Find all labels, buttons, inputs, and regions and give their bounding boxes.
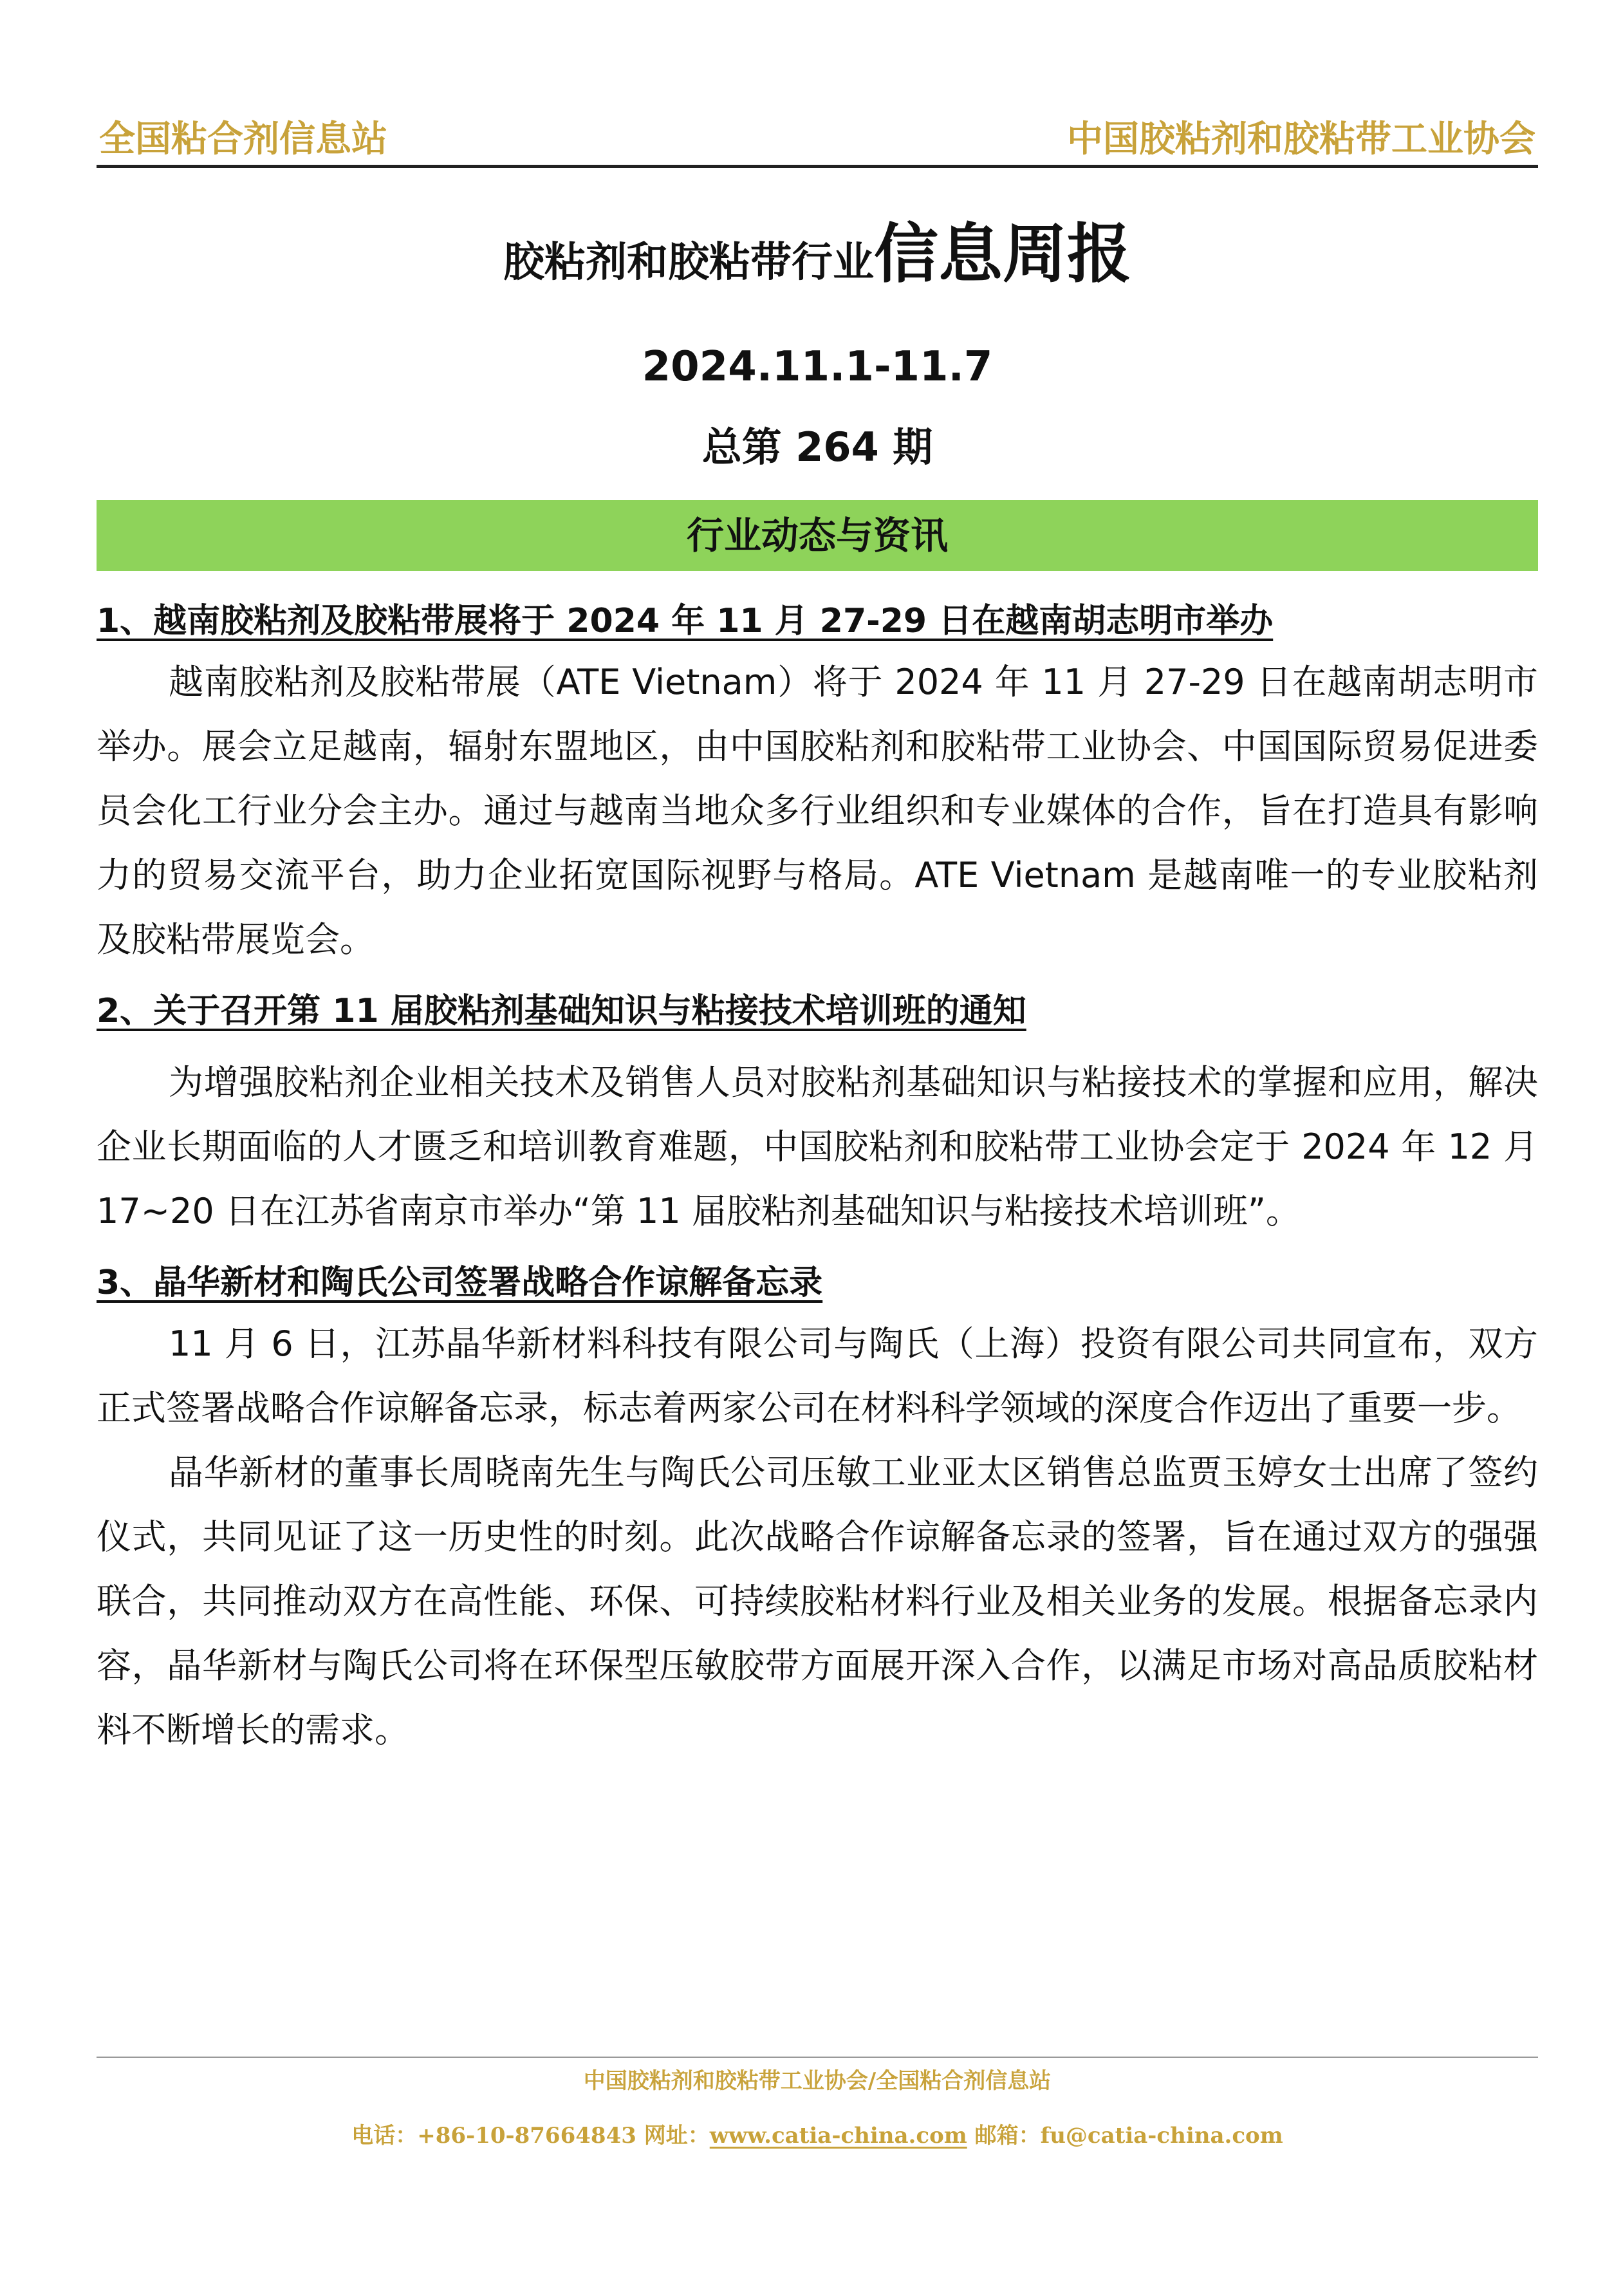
date-range: 2024.11.1-11.7 [642,343,993,391]
newsletter-title [97,206,1538,303]
section-title: 行业动态与资讯 [686,514,948,557]
email-label: 邮箱： [974,2123,1041,2149]
email-address[interactable]: fu@catia-china.com [1040,2123,1283,2149]
issue-number: 总第 264 期 [701,424,933,471]
article-paragraph: 越南胶粘剂及胶粘带展（ATE Vietnam）将于 2024 年 11 月 27-29 日在越南胡志明市举办。展会立足越南，辐射东盟地区，由中国胶粘剂和胶粘带工业协会、中国国际贸易促进委员会化工行业分会主办。通过与越南当地众多行业组织和专业媒体的合作，旨在打造具有影响力的贸易交流平台，助力企业拓宽国际视野与格局。ATE Vietnam 是越南唯一的专业胶粘剂及胶粘带展览会。 [97,662,1538,960]
article-paragraph: 晶华新材的董事长周晓南先生与陶氏公司压敏工业亚太区销售总监贾玉婷女士出席了签约仪式，共同见证了这一历史性的时刻。此次战略合作谅解备忘录的签署，旨在通过双方的强强联合，共同推动双方在高性能、环保、可持续胶粘材料行业及相关业务的发展。根据备忘录内容，晶华新材与陶氏公司将在环保型压敏胶带方面展开深入合作，以满足市场对高品质胶粘材料不断增长的需求。 [97,1452,1538,1750]
article-heading: 1、越南胶粘剂及胶粘带展将于 2024 年 11 月 27-29 日在越南胡志明市举办 [97,602,1274,640]
footer-contact [97,2118,1538,2154]
website-label: 网址： [644,2123,710,2149]
footer-organization: 中国胶粘剂和胶粘带工业协会/全国粘合剂信息站 [583,2068,1052,2094]
title-prefix: 胶粘剂和胶粘带行业 [503,239,874,286]
footer-divider [97,2057,1538,2058]
website-link[interactable]: www.catia-china.com [709,2123,967,2149]
section-banner [97,500,1538,571]
article-paragraph: 为增强胶粘剂企业相关技术及销售人员对胶粘剂基础知识与粘接技术的掌握和应用，解决企业长期面临的人才匮乏和培训教育难题，中国胶粘剂和胶粘带工业协会定于 2024 年 12 月 17~20 日在江苏省南京市举办“第 11 届胶粘剂基础知识与粘接技术培训班”。 [97,1062,1538,1231]
phone-label: 电话： [351,2123,418,2149]
article-list [97,592,1538,1762]
article-paragraph: 11 月 6 日，江苏晶华新材料科技有限公司与陶氏（上海）投资有限公司共同宣布，双方正式签署战略合作谅解备忘录，标志着两家公司在材料科学领域的深度合作迈出了重要一步。 [97,1323,1538,1428]
phone-number: +86-10-87664843 [417,2123,636,2149]
article-heading: 2、关于召开第 11 届胶粘剂基础知识与粘接技术培训班的通知 [97,992,1026,1031]
title-main: 信息周报 [874,216,1131,292]
header-association-name: 中国胶粘剂和胶粘带工业协会 [1067,118,1535,160]
article-heading: 3、晶华新材和陶氏公司签署战略合作谅解备忘录 [97,1264,823,1302]
page-header [97,109,1538,168]
header-site-name: 全国粘合剂信息站 [99,118,387,160]
